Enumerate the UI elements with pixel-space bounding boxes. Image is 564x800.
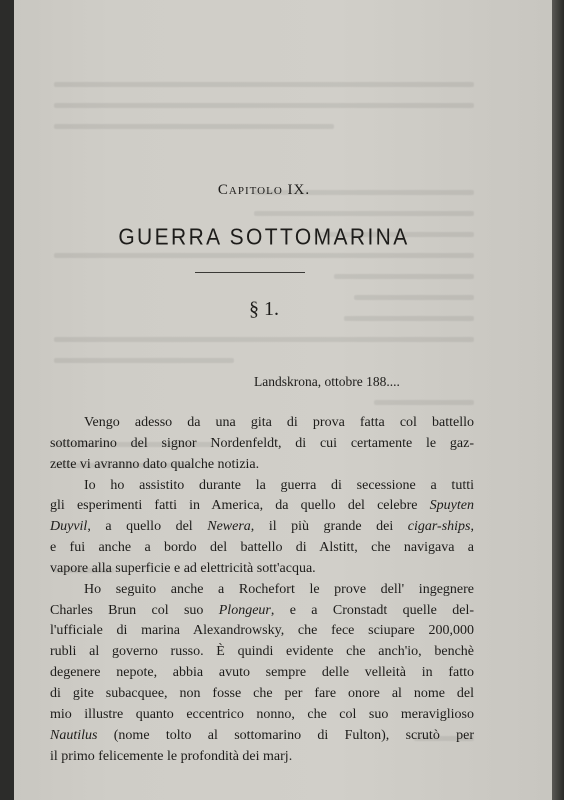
paper-sheet — [14, 0, 552, 800]
book-binding-edge — [552, 0, 564, 800]
italic-run: Duyvil — [50, 519, 88, 535]
chapter-label: Capitolo IX. — [217, 182, 311, 198]
italic-run: cigar-ships — [407, 519, 471, 535]
text-run: (nome tolto al sottomarino di Fulton), scrutò per — [97, 727, 474, 743]
text-run: gli esperimenti fatti in America, da quello del celebre — [50, 498, 430, 514]
text-line: vapore alla superficie e ad elettricità sott'acqua. — [50, 560, 316, 576]
body-text — [50, 413, 474, 767]
dateline: Landskrona, ottobre 188.... — [254, 374, 400, 389]
text-line: Ho seguito anche a Rochefort le prove dell' ingegnere — [84, 581, 474, 597]
text-line: zette vi avranno dato qualche notizia. — [50, 456, 260, 472]
text-line — [50, 496, 474, 517]
text-line: l'ufficiale di marina Alexandrowsky, che fece sciupare 200,000 — [50, 623, 474, 639]
italic-run: Spuyten — [429, 498, 474, 514]
italic-run: Nautilus — [50, 727, 98, 743]
text-run: , — [470, 519, 474, 535]
section-number: § 1. — [249, 298, 279, 320]
italic-run: Newera — [207, 519, 251, 535]
text-line: mio illustre quanto eccentrico nonno, che col suo meraviglioso — [50, 706, 474, 722]
text-run: , e a Cronstadt quelle del- — [270, 602, 474, 618]
text-line: degenere nepote, abbia avuto sempre delle velleità in fatto — [50, 665, 474, 681]
text-run: , il più grande dei — [250, 519, 408, 535]
text-run: , a quello del — [87, 519, 208, 535]
text-line: e fui anche a bordo del battello di Alstitt, che navigava a — [50, 540, 474, 556]
chapter-title: GUERRA SOTTOMARINA — [118, 224, 410, 251]
text-line: Io ho assistito durante la guerra di secessione a tutti — [84, 477, 474, 493]
text-line: il primo felicemente le profondità dei marj. — [50, 748, 293, 764]
text-line — [50, 726, 474, 747]
italic-run: Plongeur — [218, 602, 271, 618]
text-line: rubli al governo russo. È quindi evidente che anch'io, benchè — [50, 644, 474, 660]
text-line: di gite subacquee, non fosse che per fare onore al nome del — [50, 685, 474, 701]
title-rule — [195, 272, 305, 273]
text-line — [50, 517, 474, 538]
text-line: Vengo adesso da una gita di prova fatta col battello — [84, 415, 474, 430]
text-line — [50, 601, 474, 622]
page-text — [14, 0, 552, 800]
text-run: Charles Brun col suo — [50, 602, 219, 618]
text-line: sottomarino del signor Nordenfeldt, di cui certamente le gaz- — [50, 435, 474, 451]
